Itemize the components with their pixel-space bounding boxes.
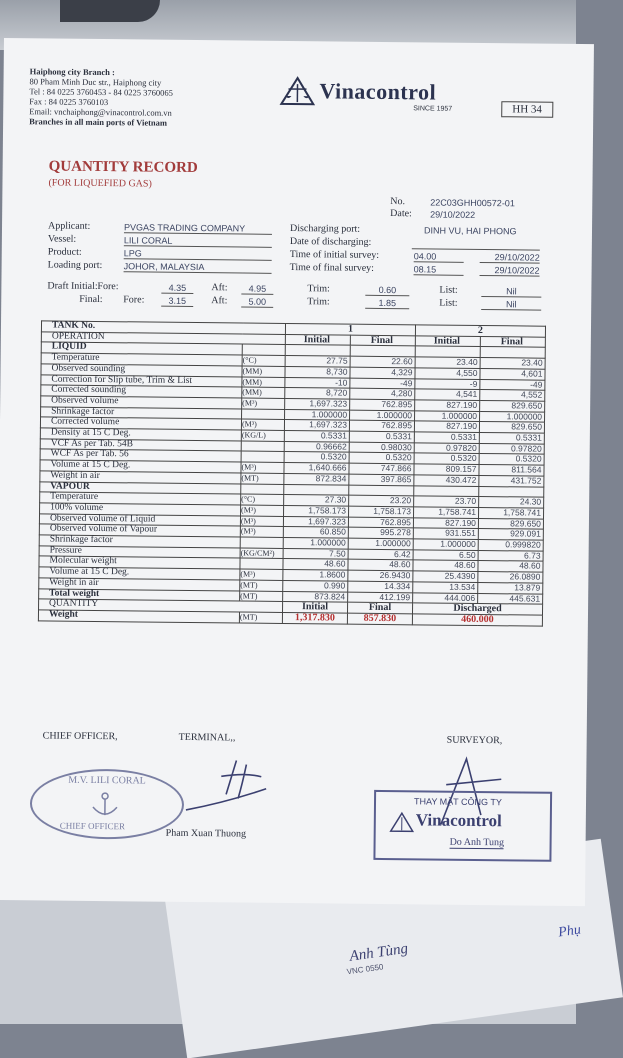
quantity-final-value: 857.830 bbox=[347, 613, 412, 624]
company-stamp bbox=[373, 790, 552, 862]
draft-initial-label: Draft Initial: bbox=[47, 280, 97, 292]
row-value: 1.000000 bbox=[348, 538, 413, 549]
row-label: Observed sounding bbox=[41, 364, 242, 377]
row-value: 48.60 bbox=[478, 561, 543, 572]
row-value: 412.199 bbox=[348, 592, 413, 603]
row-value: -49 bbox=[480, 379, 545, 390]
draft-initial-aft: 4.95 bbox=[241, 283, 273, 294]
row-value: 23.70 bbox=[414, 496, 479, 507]
row-value: 26.0890 bbox=[478, 572, 543, 583]
corner-text: Phụ bbox=[557, 922, 582, 941]
row-unit: (MT) bbox=[240, 591, 283, 602]
vessel-label: Vessel: bbox=[48, 233, 76, 244]
row-value: 1.000000 bbox=[413, 539, 478, 550]
row-value: 27.75 bbox=[285, 356, 350, 367]
row-value: 13.879 bbox=[478, 582, 543, 593]
surveyor-person-name: Do Anh Tung bbox=[450, 837, 505, 850]
row-value: 995.278 bbox=[348, 527, 413, 538]
row-value: 430.472 bbox=[414, 475, 479, 486]
row-value: 6.42 bbox=[348, 549, 413, 560]
row-value bbox=[349, 485, 414, 496]
row-label: Observed volume of Vapour bbox=[39, 524, 240, 537]
quantity-discharged-value: 460.000 bbox=[412, 614, 542, 626]
tank2-initial-header: Initial bbox=[415, 336, 480, 347]
row-label: Temperature bbox=[40, 492, 241, 505]
trim-final-label: Trim: bbox=[307, 296, 330, 307]
scales-icon bbox=[279, 76, 315, 106]
row-value: 1.000000 bbox=[285, 409, 350, 420]
row-value: 1.000000 bbox=[480, 411, 545, 422]
row-label: Observed volume bbox=[41, 396, 242, 409]
row-unit: (M³) bbox=[240, 516, 283, 527]
final-survey-label: Time of final survey: bbox=[290, 262, 374, 274]
row-value bbox=[284, 484, 349, 495]
row-value: 23.20 bbox=[349, 495, 414, 506]
tank1-initial-header: Initial bbox=[285, 334, 350, 345]
row-value: 444.006 bbox=[413, 592, 478, 603]
thay-mat-text: THAY MẶT CÔNG TY bbox=[414, 796, 502, 807]
row-label: Pressure bbox=[39, 546, 240, 559]
list-final: Nil bbox=[481, 299, 541, 311]
row-value: 931.551 bbox=[413, 528, 478, 539]
row-unit: (KG/CM²) bbox=[240, 548, 283, 559]
draft-final-fore-label: Fore: bbox=[123, 294, 144, 305]
row-value: 827.190 bbox=[414, 421, 479, 432]
tank-2-header: 2 bbox=[415, 325, 545, 337]
vessel-stamp bbox=[30, 768, 185, 840]
loading-port-label: Loading port: bbox=[48, 259, 103, 271]
row-unit bbox=[241, 451, 284, 462]
row-value: 6.50 bbox=[413, 550, 478, 561]
row-unit: (M³) bbox=[241, 419, 284, 430]
page-title: QUANTITY RECORD bbox=[49, 158, 198, 177]
branch-address: 80 Pham Minh Duc str., Haiphong city bbox=[29, 76, 173, 88]
row-value: 431.752 bbox=[479, 475, 544, 486]
date-label: Date: bbox=[390, 208, 412, 219]
row-label: VAPOUR bbox=[40, 481, 241, 494]
row-unit bbox=[242, 344, 285, 355]
row-unit bbox=[240, 558, 283, 569]
row-value: 829.650 bbox=[478, 518, 543, 529]
logo-since: SINCE 1957 bbox=[413, 105, 452, 112]
row-value bbox=[285, 345, 350, 356]
draft-initial-fore: 4.35 bbox=[161, 283, 193, 294]
row-unit bbox=[240, 537, 283, 548]
row-value: 762.895 bbox=[349, 420, 414, 431]
row-label: Density at 15 C Deg. bbox=[40, 428, 241, 441]
date-discharging-label: Date of discharging: bbox=[290, 236, 372, 248]
vessel-value: LILI CORAL bbox=[124, 235, 272, 248]
list-final-label: List: bbox=[439, 298, 457, 309]
row-unit: (M³) bbox=[240, 569, 283, 580]
document-code: HH 34 bbox=[501, 101, 553, 118]
row-unit: (KG/L) bbox=[241, 430, 284, 441]
row-value: 829.650 bbox=[480, 400, 545, 411]
row-value: 27.30 bbox=[284, 495, 349, 506]
row-unit: (M³) bbox=[240, 526, 283, 537]
tank2-final-header: Final bbox=[480, 336, 545, 347]
branch-info bbox=[29, 66, 173, 127]
page-subtitle: (FOR LIQUEFIED GAS) bbox=[48, 177, 151, 189]
row-value: 4,280 bbox=[350, 388, 415, 399]
row-label: Corrected sounding bbox=[41, 385, 242, 398]
row-value: 48.60 bbox=[413, 560, 478, 571]
row-value: 0.999820 bbox=[478, 540, 543, 551]
row-label: Temperature bbox=[41, 353, 242, 366]
row-value: 7.50 bbox=[283, 548, 348, 559]
no-label: No. bbox=[390, 196, 405, 207]
applicant-value: PVGAS TRADING COMPANY bbox=[124, 222, 272, 235]
row-label: LIQUID bbox=[41, 342, 242, 355]
terminal-signature bbox=[176, 754, 277, 815]
row-value: 8,720 bbox=[285, 388, 350, 399]
row-value: 8,730 bbox=[285, 366, 350, 377]
branch-email: Email: vnchaiphong@vinacontrol.com.vn bbox=[29, 106, 173, 118]
row-value: -9 bbox=[415, 378, 480, 389]
row-value: 48.60 bbox=[348, 560, 413, 571]
draft-final-fore: 3.15 bbox=[161, 296, 193, 307]
row-value: 1.8600 bbox=[283, 570, 348, 581]
branch-fax: Fax : 84 0225 3760103 bbox=[29, 96, 173, 108]
row-value: 0.96662 bbox=[284, 441, 349, 452]
row-value: 1,697.323 bbox=[284, 420, 349, 431]
row-value bbox=[350, 346, 415, 357]
list-initial-label: List: bbox=[439, 285, 457, 296]
discharging-port-value: DINH VU, HAI PHONG bbox=[424, 225, 517, 236]
row-unit: (M³) bbox=[241, 505, 284, 516]
terminal-label: TERMINAL,, bbox=[179, 732, 236, 744]
draft-final-label: Final: bbox=[79, 294, 102, 305]
stamp-company-name: Vinacontrol bbox=[416, 810, 502, 831]
row-value: 0.5331 bbox=[284, 430, 349, 441]
initial-survey-date: 29/10/2022 bbox=[480, 252, 540, 264]
operation-label: OPERATION bbox=[41, 332, 285, 345]
initial-survey-time: 04.00 bbox=[414, 251, 464, 263]
stamp-role: CHIEF OFFICER bbox=[60, 821, 125, 832]
row-value: 445.631 bbox=[478, 593, 543, 604]
row-unit bbox=[241, 484, 284, 495]
quantity-record-document bbox=[0, 38, 594, 906]
row-value: 1.000000 bbox=[415, 410, 480, 421]
final-survey-time: 08.15 bbox=[414, 264, 464, 276]
row-value: 0.97820 bbox=[479, 443, 544, 454]
row-value: 60.850 bbox=[283, 527, 348, 538]
row-value: 0.5320 bbox=[479, 454, 544, 465]
row-label: Total weight bbox=[39, 588, 240, 601]
row-value: 0.5331 bbox=[349, 431, 414, 442]
row-label: Observed volume of Liquid bbox=[39, 514, 240, 527]
row-unit: (M³) bbox=[242, 398, 285, 409]
row-value: 809.157 bbox=[414, 464, 479, 475]
row-unit: (°C) bbox=[241, 494, 284, 505]
row-value bbox=[414, 485, 479, 496]
row-label: Corrected volume bbox=[40, 417, 241, 430]
surveyor-label: SURVEYOR, bbox=[447, 735, 503, 747]
row-value: 762.895 bbox=[348, 517, 413, 528]
row-value: 1.000000 bbox=[350, 410, 415, 421]
row-value: 1,758.741 bbox=[414, 507, 479, 518]
row-value: 24.30 bbox=[479, 497, 544, 508]
branch-name: Haiphong city Branch : bbox=[30, 66, 174, 78]
stamp-vessel-name: M.V. LILI CORAL bbox=[68, 775, 146, 787]
date-discharging-line bbox=[412, 248, 540, 250]
row-value: 25.4390 bbox=[413, 571, 478, 582]
row-value: 23.40 bbox=[480, 358, 545, 369]
quantity-table bbox=[38, 320, 546, 626]
product-label: Product: bbox=[48, 246, 82, 257]
row-unit: (MT) bbox=[241, 473, 284, 484]
row-value: 1,758.741 bbox=[478, 507, 543, 518]
branch-tel: Tel : 84 0225 3760453 - 84 0225 3760065 bbox=[29, 86, 173, 98]
row-value: 0.5320 bbox=[284, 452, 349, 463]
row-value: 23.40 bbox=[415, 357, 480, 368]
quantity-initial-value: 1,317.830 bbox=[282, 612, 347, 623]
row-value: 873.824 bbox=[283, 591, 348, 602]
row-value: 0.5320 bbox=[414, 453, 479, 464]
row-unit: (M³) bbox=[241, 462, 284, 473]
discharging-port-label: Discharging port: bbox=[290, 223, 360, 235]
row-value: 0.5320 bbox=[349, 453, 414, 464]
row-value: 22.60 bbox=[350, 356, 415, 367]
background-object bbox=[60, 0, 160, 22]
row-value: 1,640.666 bbox=[284, 463, 349, 474]
row-value: 14.334 bbox=[348, 581, 413, 592]
row-label: WCF As per Tab. 56 bbox=[40, 449, 241, 462]
row-unit: (MM) bbox=[242, 377, 285, 388]
row-unit: (MM) bbox=[242, 387, 285, 398]
tank1-final-header: Final bbox=[350, 335, 415, 346]
trim-final: 1.85 bbox=[365, 298, 409, 309]
anchor-icon bbox=[87, 791, 123, 817]
row-value: -49 bbox=[350, 378, 415, 389]
row-unit bbox=[241, 441, 284, 452]
weight-unit: (MT) bbox=[239, 612, 282, 623]
row-value: 26.9430 bbox=[348, 570, 413, 581]
row-label: Weight in air bbox=[40, 471, 241, 484]
row-value: -10 bbox=[285, 377, 350, 388]
row-value: 397.865 bbox=[349, 474, 414, 485]
row-unit: (MM) bbox=[242, 366, 285, 377]
row-value: 0.990 bbox=[283, 580, 348, 591]
row-label: Shrinkage factor bbox=[41, 407, 242, 420]
row-value: 827.190 bbox=[413, 517, 478, 528]
row-label: 100% volume bbox=[40, 503, 241, 516]
row-value: 811.564 bbox=[479, 465, 544, 476]
row-value: 1,758.173 bbox=[284, 505, 349, 516]
row-value: 0.97820 bbox=[414, 443, 479, 454]
chief-officer-label: CHIEF OFFICER, bbox=[43, 730, 118, 742]
row-value: 4,550 bbox=[415, 368, 480, 379]
row-unit: (°C) bbox=[242, 355, 285, 366]
record-date: 29/10/2022 bbox=[430, 209, 475, 219]
draft-initial-aft-label: Aft: bbox=[211, 282, 227, 293]
row-label: Shrinkage factor bbox=[39, 535, 240, 548]
quantity-initial-label: Initial bbox=[282, 602, 347, 613]
row-label: Volume at 15 C Deg. bbox=[39, 567, 240, 580]
stamp-scales-icon bbox=[390, 812, 414, 832]
row-label: Molecular weight bbox=[39, 556, 240, 569]
row-value: 829.650 bbox=[479, 422, 544, 433]
list-initial: Nil bbox=[481, 286, 541, 298]
product-value: LPG bbox=[124, 248, 272, 261]
row-value: 0.98030 bbox=[349, 442, 414, 453]
weight-label: Weight bbox=[38, 610, 239, 623]
row-value: 747.866 bbox=[349, 463, 414, 474]
row-value: 4,601 bbox=[480, 368, 545, 379]
quantity-discharged-label: Discharged bbox=[412, 603, 542, 615]
row-value bbox=[415, 346, 480, 357]
row-value: 827.190 bbox=[415, 400, 480, 411]
row-label: Weight in air bbox=[39, 578, 240, 591]
row-value: 1,758.173 bbox=[349, 506, 414, 517]
logo-name: Vinacontrol bbox=[319, 78, 436, 105]
row-value bbox=[480, 347, 545, 358]
draft-final-aft-label: Aft: bbox=[211, 295, 227, 306]
row-value: 6.73 bbox=[478, 550, 543, 561]
initial-survey-label: Time of initial survey: bbox=[290, 249, 379, 261]
row-value: 1,697.323 bbox=[285, 398, 350, 409]
record-number: 22C03GHH00572-01 bbox=[430, 197, 515, 208]
draft-initial-fore-label: Fore: bbox=[97, 281, 118, 292]
draft-final-aft: 5.00 bbox=[241, 296, 273, 307]
branch-note: Branches in all main ports of Vietnam bbox=[29, 116, 173, 128]
row-value: 1,697.323 bbox=[283, 516, 348, 527]
row-value: 1.000000 bbox=[283, 538, 348, 549]
row-value: 762.895 bbox=[350, 399, 415, 410]
handwritten-name: Anh Tùng bbox=[349, 941, 410, 966]
row-value: 0.5331 bbox=[479, 433, 544, 444]
tank-1-header: 1 bbox=[285, 323, 415, 335]
row-label: Volume at 15 C Deg. bbox=[40, 460, 241, 473]
terminal-person-name: Pham Xuan Thuong bbox=[166, 828, 246, 840]
row-label: VCF As per Tab. 54B bbox=[40, 439, 241, 452]
loading-port-value: JOHOR, MALAYSIA bbox=[124, 261, 272, 274]
trim-initial: 0.60 bbox=[365, 285, 409, 296]
row-value: 13.534 bbox=[413, 582, 478, 593]
trim-initial-label: Trim: bbox=[307, 283, 330, 294]
tank-label: TANK No. bbox=[41, 321, 285, 334]
row-value: 929.091 bbox=[478, 529, 543, 540]
row-value: 0.5331 bbox=[414, 432, 479, 443]
row-value: 4,329 bbox=[350, 367, 415, 378]
row-value: 872.834 bbox=[284, 473, 349, 484]
row-unit: (MT) bbox=[240, 580, 283, 591]
quantity-final-label: Final bbox=[347, 602, 412, 613]
final-survey-date: 29/10/2022 bbox=[480, 265, 540, 277]
quantity-label: QUANTITY bbox=[39, 599, 283, 612]
applicant-label: Applicant: bbox=[48, 220, 90, 231]
row-value bbox=[479, 486, 544, 497]
row-unit bbox=[242, 409, 285, 420]
row-label: Correction for Slip tube, Trim & List bbox=[41, 374, 242, 387]
row-value: 4,552 bbox=[480, 390, 545, 401]
row-value: 4,541 bbox=[415, 389, 480, 400]
stamp-code: VNC 0550 bbox=[346, 962, 384, 976]
row-value: 48.60 bbox=[283, 559, 348, 570]
